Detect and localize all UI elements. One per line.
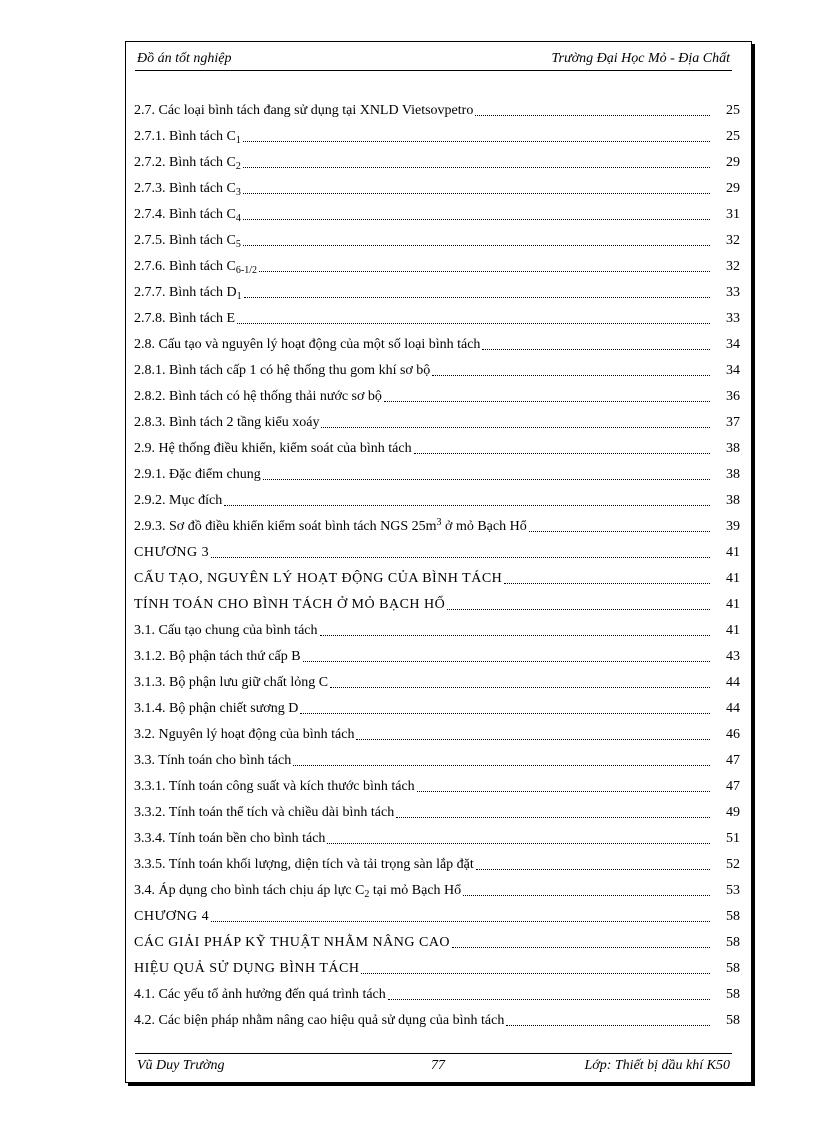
toc-entry-text: 3.2. Nguyên lý hoạt động của bình tách [134,727,355,742]
toc-entry-text: 4.1. Các yếu tố ảnh hưởng đến quá trình tách [134,987,386,1002]
toc-entry-page: 53 [726,883,740,898]
header-left: Đồ án tốt nghiệp [137,51,232,66]
toc-entry [134,119,740,145]
toc-dot-leader [243,166,710,168]
toc-entry-page: 49 [726,805,740,820]
toc-entry-title [134,389,382,405]
toc-entry-text: 3.3. Tính toán cho bình tách [134,753,292,768]
toc-dot-leader [300,712,710,714]
toc-entry [134,925,740,951]
toc-dot-leader [361,972,710,974]
page-header [135,48,732,71]
toc-entry-page: 32 [726,233,740,248]
toc-dot-leader [243,244,710,246]
toc-entry-subscript: 1 [236,291,242,302]
toc-entry-subscript: 3 [235,187,241,198]
toc-dot-leader [529,530,710,532]
toc-dot-leader [330,686,710,688]
toc-dot-leader [417,790,710,792]
toc-entry-page: 58 [726,909,740,924]
toc-entry-page: 47 [726,753,740,768]
toc-dot-leader [414,452,710,454]
toc-entry-page: 31 [726,207,740,222]
toc-entry-title [134,259,257,275]
toc-entry [134,587,740,613]
toc-entry-text: 3.1.2. Bộ phận tách thứ cấp B [134,649,301,664]
toc-entry-text: 2.7.3. Bình tách C [134,181,236,196]
toc-entry [134,795,740,821]
toc-entry-page: 43 [726,649,740,664]
toc-entry-title [134,727,354,743]
toc-entry [134,561,740,587]
toc-entry-subscript: 4 [235,213,241,224]
toc-entry-page: 41 [726,623,740,638]
toc-dot-leader [452,946,710,948]
toc-entry-page: 41 [726,597,740,612]
toc-dot-leader [211,556,710,558]
toc-entry-subscript: 6-1/2 [235,265,257,276]
toc-entry-text: 3.1. Cấu tạo chung của bình tách [134,623,318,638]
toc-entry-title [134,519,527,535]
toc-entry-subscript: 2 [364,889,370,900]
toc-entry [134,951,740,977]
toc-entry-subscript: 2 [235,161,241,172]
toc-entry-page: 52 [726,857,740,872]
toc-entry-page: 46 [726,727,740,742]
page-footer [135,1053,732,1076]
toc-entry [134,197,740,223]
toc-entry-text: 2.8.2. Bình tách có hệ thống thải nước sơ bộ [134,389,382,404]
toc-entry-title [134,675,328,691]
toc-dot-leader [243,192,710,194]
toc-entry-page: 33 [726,285,740,300]
toc-entry-page: 47 [726,779,740,794]
toc-entry-title [134,363,430,379]
toc-entry [134,431,740,457]
toc-entry-text: 2.7.2. Bình tách C [134,155,236,170]
toc-entry [134,977,740,1003]
toc-entry-title [134,623,318,639]
footer-class: Lớp: Thiết bị dầu khí K50 [584,1058,730,1073]
toc-entry [134,717,740,743]
toc-entry [134,665,740,691]
toc-entry [134,821,740,847]
toc-dot-leader [320,634,710,636]
toc-entry [134,353,740,379]
toc-entry [134,613,740,639]
toc-entry-title [134,597,445,613]
toc-entry-text: 3.3.1. Tính toán công suất và kích thước bình tách [134,779,415,794]
toc-entry-title [134,285,242,301]
toc-dot-leader [293,764,710,766]
toc-entry-text: 2.7.8. Bình tách E [134,311,236,326]
toc-entry-text: 4.2. Các biện pháp nhằm nâng cao hiệu quả sử dụng của bình tách [134,1013,505,1028]
toc-entry-title [134,155,241,171]
toc-entry [134,275,740,301]
footer-author: Vũ Duy Trường [137,1058,225,1073]
table-of-contents [134,93,740,1029]
toc-entry-title [134,753,291,769]
toc-dot-leader [476,868,710,870]
toc-entry-page: 34 [726,363,740,378]
toc-entry-superscript: 3 [436,517,442,528]
toc-dot-leader [263,478,710,480]
toc-dot-leader [504,582,710,584]
toc-entry [134,379,740,405]
toc-entry [134,301,740,327]
toc-entry [134,223,740,249]
toc-entry-title [134,831,325,847]
toc-entry-title [134,129,241,145]
toc-dot-leader [303,660,710,662]
toc-entry-text: 3.4. Áp dụng cho bình tách chịu áp lực C [134,883,365,898]
toc-entry-title [134,909,209,925]
toc-entry-title [134,441,412,457]
toc-entry [134,327,740,353]
toc-entry-title [134,701,298,717]
toc-entry-text: 2.7. Các loại bình tách đang sử dụng tại XNLD Vietsovpetro [134,103,474,118]
toc-entry-title [134,467,261,483]
toc-dot-leader [243,140,710,142]
toc-entry-title [134,805,394,821]
toc-entry-title [134,649,301,665]
toc-dot-leader [396,816,710,818]
toc-entry [134,769,740,795]
toc-entry-page: 29 [726,181,740,196]
toc-entry-text: 2.8.3. Bình tách 2 tầng kiểu xoáy [134,415,320,430]
toc-entry-text: 2.9.3. Sơ đồ điều khiển kiểm soát bình tách NGS 25m [134,519,437,534]
toc-entry-title [134,415,319,431]
toc-entry [134,249,740,275]
toc-entry-title [134,961,359,977]
toc-dot-leader [244,296,710,298]
toc-entry-text: CHƯƠNG 3 [134,545,210,560]
toc-entry-title [134,935,450,951]
toc-entry [134,691,740,717]
toc-entry-page: 44 [726,701,740,716]
toc-entry-title [134,1013,504,1029]
toc-entry-title [134,337,480,353]
toc-entry-title [134,545,209,561]
toc-entry-text: 2.8. Cấu tạo và nguyên lý hoạt động của một số loại bình tách [134,337,481,352]
toc-dot-leader [447,608,710,610]
toc-entry-page: 36 [726,389,740,404]
toc-entry-page: 44 [726,675,740,690]
toc-entry-page: 37 [726,415,740,430]
toc-entry [134,639,740,665]
toc-entry-text: 2.7.7. Bình tách D [134,285,237,300]
toc-dot-leader [432,374,710,376]
toc-entry [134,847,740,873]
toc-entry-text: 2.7.1. Bình tách C [134,129,236,144]
toc-entry-text: 3.1.3. Bộ phận lưu giữ chất lỏng C [134,675,329,690]
toc-entry-title [134,883,461,899]
toc-entry-text: 2.9.2. Mục đích [134,493,223,508]
toc-dot-leader [321,426,710,428]
toc-entry-page: 25 [726,103,740,118]
toc-entry [134,535,740,561]
toc-entry-page: 41 [726,545,740,560]
toc-entry [134,405,740,431]
toc-entry-text: TÍNH TOÁN CHO BÌNH TÁCH Ở MỎ BẠCH HỔ [134,597,446,612]
toc-dot-leader [388,998,710,1000]
page-number: 77 [431,1058,445,1073]
toc-dot-leader [506,1024,710,1026]
toc-entry-page: 58 [726,935,740,950]
toc-entry-title [134,207,241,223]
toc-entry-text: 3.3.4. Tính toán bền cho bình tách [134,831,326,846]
toc-entry [134,171,740,197]
toc-entry-page: 58 [726,961,740,976]
toc-entry-page: 39 [726,519,740,534]
toc-dot-leader [482,348,710,350]
toc-entry-text: 2.7.6. Bình tách C [134,259,236,274]
toc-entry-page: 33 [726,311,740,326]
toc-entry [134,873,740,899]
toc-entry-page: 34 [726,337,740,352]
toc-entry [134,483,740,509]
toc-entry-text: 3.3.5. Tính toán khối lượng, diện tích và tải trọng sàn lắp đặt [134,857,474,872]
toc-entry [134,145,740,171]
toc-entry [134,743,740,769]
toc-entry-title [134,181,241,197]
toc-entry-text: 2.9.1. Đặc điểm chung [134,467,261,482]
toc-entry-text: CHƯƠNG 4 [134,909,210,924]
toc-entry [134,93,740,119]
toc-entry-page: 38 [726,493,740,508]
toc-entry-text: HIỆU QUẢ SỬ DỤNG BÌNH TÁCH [134,961,360,976]
toc-entry-page: 58 [726,987,740,1002]
toc-entry-text-tail: tại mỏ Bạch Hổ [369,883,462,898]
toc-entry-text: 2.7.4. Bình tách C [134,207,236,222]
header-right: Trường Đại Học Mỏ - Địa Chất [551,51,730,66]
toc-entry-subscript: 1 [235,135,241,146]
toc-dot-leader [463,894,710,896]
toc-entry-page: 58 [726,1013,740,1028]
toc-entry-text: 2.7.5. Bình tách C [134,233,236,248]
toc-entry-title [134,779,415,795]
toc-entry [134,899,740,925]
toc-entry-text-tail: ở mỏ Bạch Hổ [441,519,527,534]
toc-dot-leader [475,114,710,116]
toc-entry-text: 2.8.1. Bình tách cấp 1 có hệ thống thu gom khí sơ bộ [134,363,431,378]
toc-entry-text: CẤU TẠO, NGUYÊN LÝ HOẠT ĐỘNG CỦA BÌNH TÁCH [134,571,503,586]
toc-entry-title [134,571,502,587]
toc-dot-leader [384,400,710,402]
toc-entry-page: 25 [726,129,740,144]
toc-dot-leader [237,322,710,324]
toc-entry-title [134,233,241,249]
toc-entry-title [134,103,473,119]
toc-dot-leader [259,270,710,272]
toc-entry-title [134,857,474,873]
toc-entry [134,457,740,483]
toc-dot-leader [356,738,710,740]
toc-entry-text: 3.3.2. Tính toán thể tích và chiều dài bình tách [134,805,395,820]
toc-dot-leader [327,842,710,844]
toc-entry-title [134,987,386,1003]
toc-dot-leader [243,218,710,220]
toc-entry-subscript: 5 [235,239,241,250]
toc-entry-text: 2.9. Hệ thống điều khiển, kiểm soát của bình tách [134,441,412,456]
toc-entry-page: 32 [726,259,740,274]
toc-entry-page: 51 [726,831,740,846]
toc-dot-leader [211,920,710,922]
toc-entry-title [134,311,235,327]
toc-entry-page: 38 [726,467,740,482]
toc-entry-text: CÁC GIẢI PHÁP KỸ THUẬT NHẰM NÂNG CAO [134,935,451,950]
toc-entry-text: 3.1.4. Bộ phận chiết sương D [134,701,299,716]
toc-dot-leader [224,504,710,506]
toc-entry [134,1003,740,1029]
toc-entry-page: 41 [726,571,740,586]
toc-entry-title [134,493,222,509]
toc-entry [134,509,740,535]
toc-entry-page: 29 [726,155,740,170]
toc-entry-page: 38 [726,441,740,456]
